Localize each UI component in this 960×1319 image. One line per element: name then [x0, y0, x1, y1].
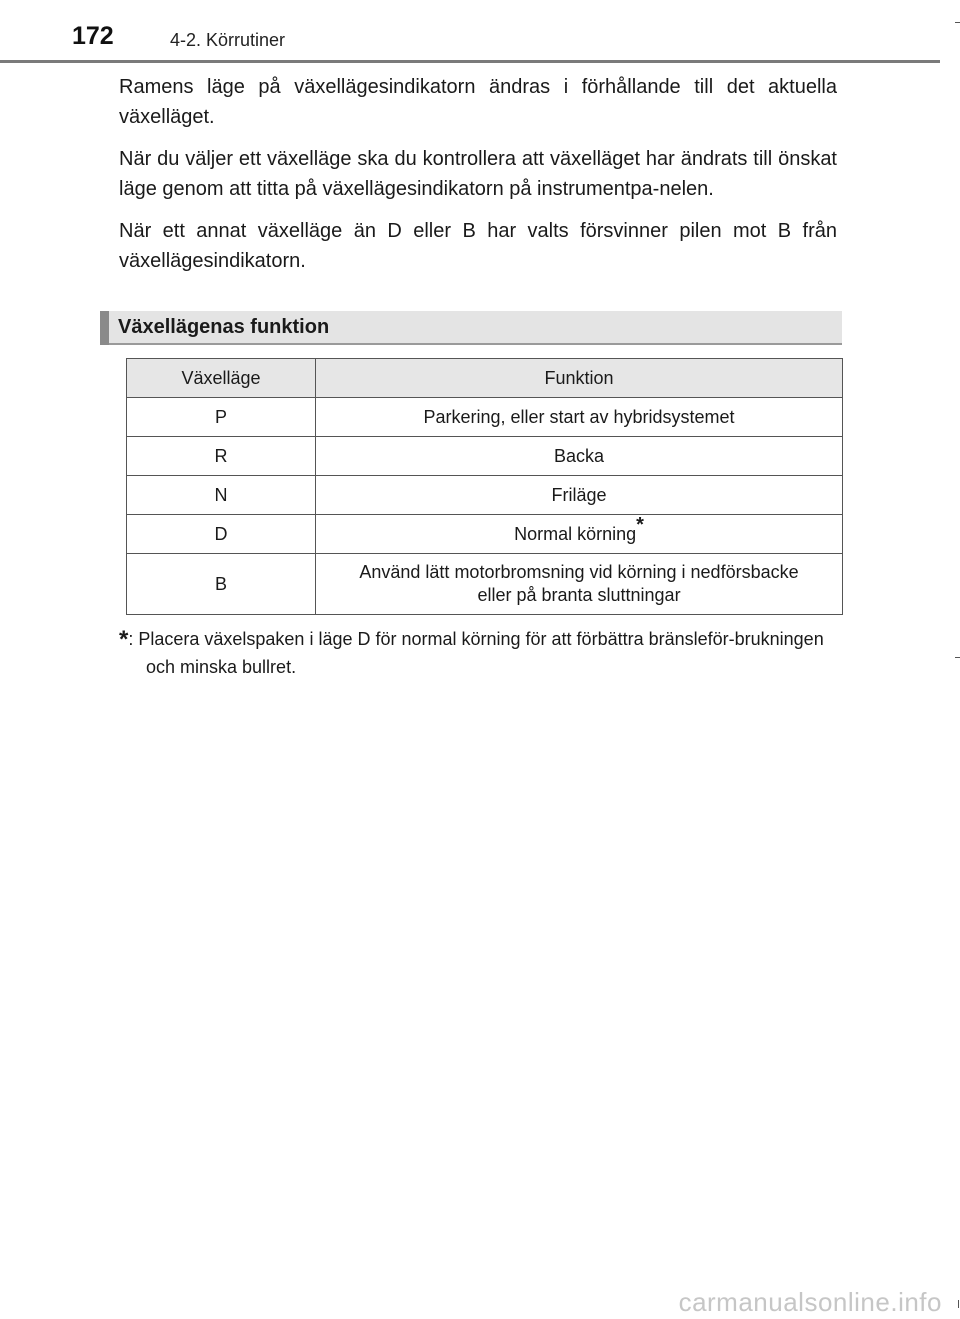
header-divider	[0, 60, 940, 63]
footnote-marker: *	[636, 513, 644, 536]
body-text	[119, 72, 837, 288]
cell-mode: P	[127, 398, 316, 437]
table-row	[127, 554, 843, 615]
cell-mode: B	[127, 554, 316, 615]
table-row	[127, 398, 843, 437]
table-row	[127, 515, 843, 554]
cell-function	[316, 554, 843, 615]
page-header	[0, 0, 960, 64]
cell-function	[316, 515, 843, 554]
column-header-function: Funktion	[316, 359, 843, 398]
cell-function: Friläge	[316, 476, 843, 515]
function-line: Använd lätt motorbromsning vid körning i nedförsbacke	[359, 562, 799, 582]
footnote-text: : Placera växelspaken i läge D för normal körning för att förbättra bränsleför-brukningen och minska bullret.	[128, 629, 824, 677]
paragraph: Ramens läge på växellägesindikatorn ändras i förhållande till det aktuella växelläget.	[119, 76, 837, 128]
crop-mark	[958, 1300, 959, 1308]
cell-mode: D	[127, 515, 316, 554]
cell-function: Backa	[316, 437, 843, 476]
subheading-bar	[100, 311, 109, 345]
table-header-row	[127, 359, 843, 398]
cell-mode: R	[127, 437, 316, 476]
function-line: eller på branta sluttningar	[477, 585, 681, 605]
footnote	[119, 624, 841, 681]
function-text: Normal körning	[514, 523, 637, 544]
cell-function: Parkering, eller start av hybridsystemet	[316, 398, 843, 437]
page-number: 172	[72, 22, 114, 50]
gear-function-table	[126, 358, 843, 615]
cell-mode: N	[127, 476, 316, 515]
column-header-mode: Växelläge	[127, 359, 316, 398]
crop-mark	[955, 657, 960, 658]
crop-mark	[955, 22, 960, 23]
subheading-title: Växellägenas funktion	[118, 316, 330, 338]
section-title: 4-2. Körrutiner	[170, 30, 286, 50]
paragraph: När ett annat växelläge än D eller B har valts försvinner pilen mot B från växellägesindikatorn.	[119, 220, 837, 272]
table-row	[127, 437, 843, 476]
watermark: carmanualsonline.info	[678, 1287, 942, 1317]
table-row	[127, 476, 843, 515]
subheading	[100, 311, 842, 345]
paragraph: När du väljer ett växelläge ska du kontrollera att växelläget har ändrats till önskat läge genom att titta på växellägesindikatorn på instrumentpa-nelen.	[119, 148, 837, 200]
footnote-marker: *	[119, 626, 129, 653]
